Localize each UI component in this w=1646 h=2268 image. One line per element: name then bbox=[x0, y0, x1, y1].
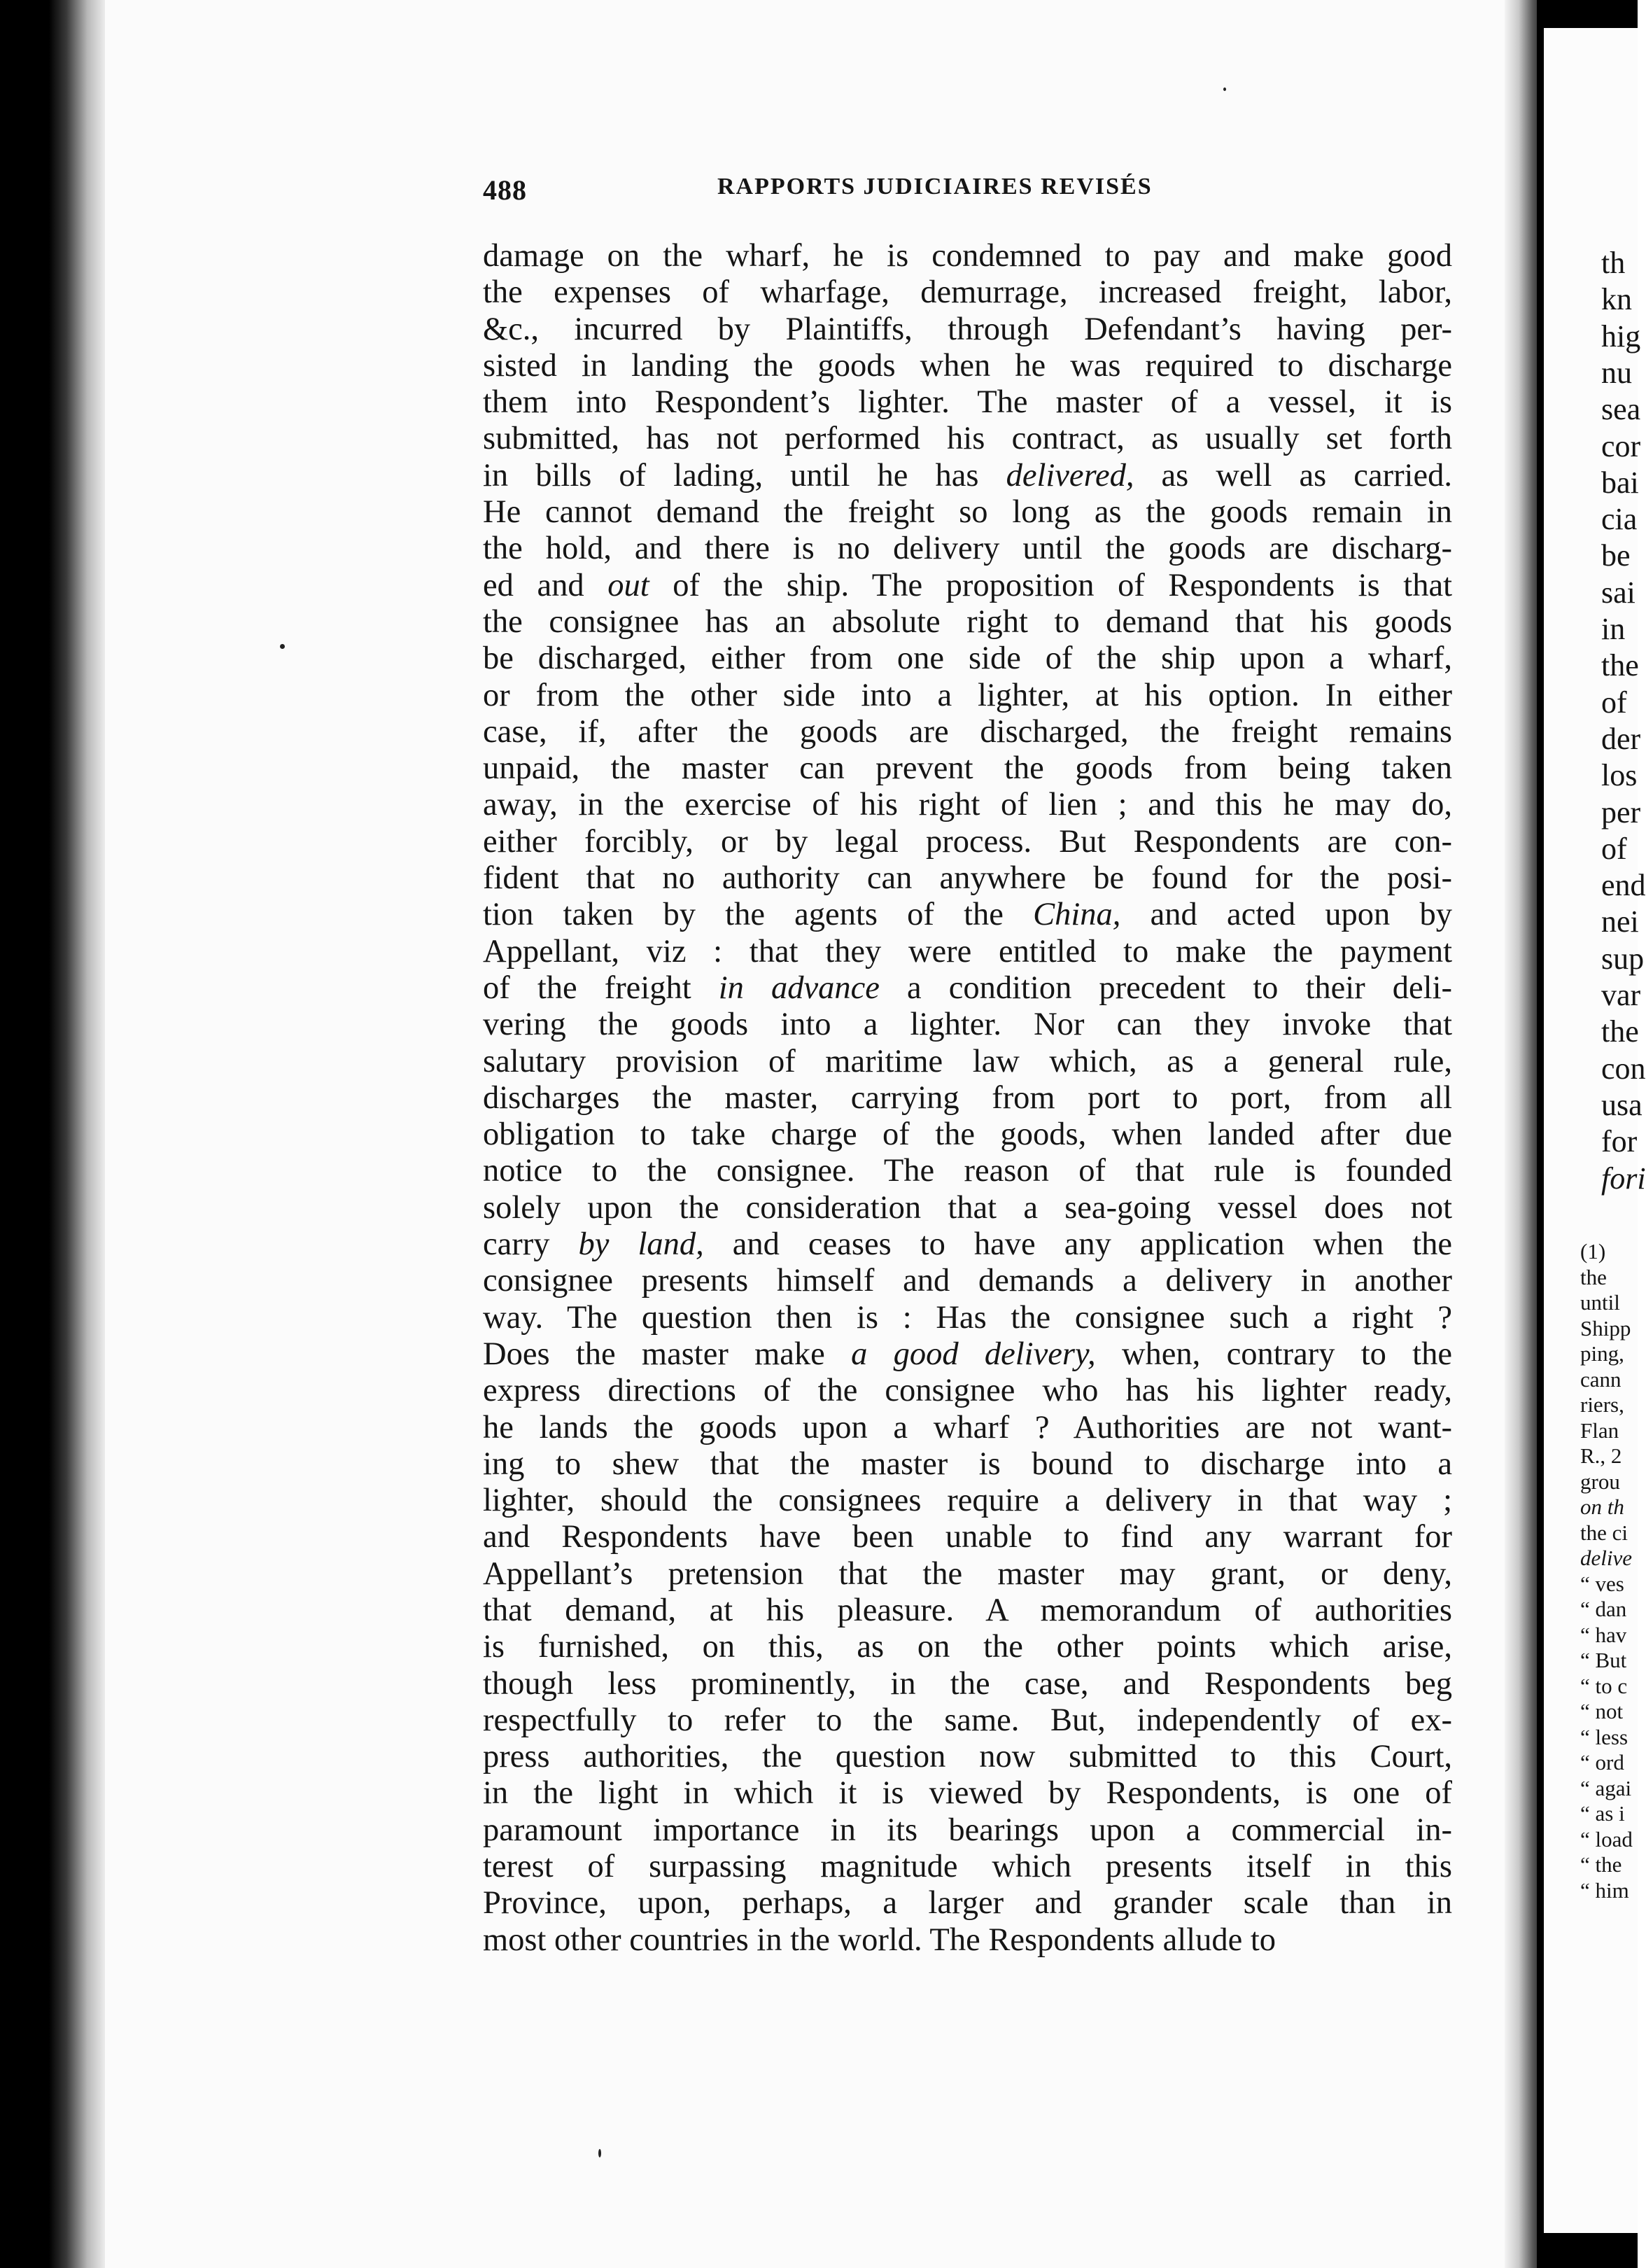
text-line bbox=[483, 494, 1452, 531]
adjacent-page-line: hig bbox=[1601, 318, 1641, 354]
adjacent-page-line: end bbox=[1601, 868, 1646, 903]
adjacent-page-line: cia bbox=[1601, 502, 1638, 537]
adjacent-page-line: of bbox=[1601, 685, 1627, 720]
text-segment: fident that no authority can anywhere be found for the posi- bbox=[483, 860, 1452, 897]
adjacent-page-line: bai bbox=[1601, 465, 1639, 500]
text-line bbox=[483, 1775, 1452, 1812]
text-line bbox=[483, 238, 1452, 274]
text-segment: be discharged, either from one side of the ship upon a wharf, bbox=[483, 640, 1452, 677]
text-segment: the expenses of wharfage, demurrage, increased freight, labor, bbox=[483, 274, 1452, 311]
text-line bbox=[483, 1556, 1452, 1592]
adjacent-page-line: sup bbox=[1601, 941, 1645, 976]
text-segment: carry bbox=[483, 1226, 579, 1263]
adjacent-page-line: los bbox=[1601, 758, 1638, 793]
text-segment: of the freight bbox=[483, 969, 719, 1006]
text-segment: a condition precedent to their deli- bbox=[879, 969, 1452, 1006]
adjacent-page-footnote-line: “ hav bbox=[1580, 1622, 1627, 1647]
text-line bbox=[483, 1739, 1452, 1775]
text-line bbox=[483, 1226, 1452, 1263]
text-segment: damage on the wharf, he is condemned to pay and make good bbox=[483, 238, 1452, 274]
text-line bbox=[483, 1007, 1452, 1043]
text-segment: notice to the consignee. The reason of that rule is founded bbox=[483, 1153, 1452, 1189]
text-line bbox=[483, 1922, 1452, 1959]
text-line bbox=[483, 1629, 1452, 1665]
adjacent-page-line: cor bbox=[1601, 428, 1641, 463]
text-line bbox=[483, 1153, 1452, 1189]
text-segment: lighter, should the consignees require a delivery in that way ; bbox=[483, 1483, 1452, 1519]
adjacent-page-line: con bbox=[1601, 1051, 1646, 1086]
italic-text: in advance bbox=[718, 969, 880, 1006]
text-line bbox=[483, 531, 1452, 567]
text-line bbox=[483, 1702, 1452, 1739]
italic-text: China, bbox=[1033, 897, 1121, 933]
text-line bbox=[483, 312, 1452, 348]
text-segment: and Respondents have been unable to find any warrant for bbox=[483, 1519, 1452, 1555]
text-segment: obligation to take charge of the goods, when landed after due bbox=[483, 1116, 1452, 1153]
adjacent-page-line: be bbox=[1601, 538, 1631, 573]
adjacent-page-line: in bbox=[1601, 612, 1626, 646]
text-line bbox=[483, 604, 1452, 640]
text-segment: he lands the goods upon a wharf ? Authorities are not want- bbox=[483, 1409, 1452, 1446]
speck bbox=[1223, 88, 1226, 91]
text-segment: way. The question then is : Has the consignee such a right ? bbox=[483, 1299, 1452, 1336]
italic-text: out bbox=[607, 567, 649, 603]
text-segment: or from the other side into a lighter, at his option. In either bbox=[483, 677, 1452, 713]
text-segment: though less prominently, in the case, and Respondents beg bbox=[483, 1665, 1452, 1702]
adjacent-page-footnote-line: grou bbox=[1580, 1469, 1620, 1494]
adjacent-page-line: of bbox=[1601, 831, 1627, 866]
text-segment: terest of surpassing magnitude which presents itself in this bbox=[483, 1849, 1452, 1885]
text-line bbox=[483, 458, 1452, 494]
text-line bbox=[483, 714, 1452, 750]
text-line bbox=[483, 1263, 1452, 1299]
text-segment: them into Respondent’s lighter. The master of a vessel, it is bbox=[483, 384, 1452, 421]
text-segment: as well as carried. bbox=[1134, 457, 1452, 493]
adjacent-page-footnote-line: “ agai bbox=[1580, 1775, 1632, 1800]
text-segment: is furnished, on this, as on the other points which arise, bbox=[483, 1629, 1452, 1665]
text-segment: Province, upon, perhaps, a larger and grander scale than in bbox=[483, 1885, 1452, 1921]
text-segment: and acted upon by bbox=[1120, 897, 1452, 933]
adjacent-page-line: kn bbox=[1601, 282, 1632, 317]
adjacent-page-line: the bbox=[1601, 1014, 1639, 1049]
text-line bbox=[483, 1812, 1452, 1849]
text-line bbox=[483, 1300, 1452, 1336]
body-text bbox=[483, 238, 1452, 1959]
text-segment: paramount importance in its bearings upon a commercial in- bbox=[483, 1812, 1452, 1848]
text-line bbox=[483, 934, 1452, 970]
text-line bbox=[483, 824, 1452, 860]
text-segment: of the ship. The proposition of Respondents is that bbox=[649, 567, 1452, 603]
text-line bbox=[483, 1410, 1452, 1446]
adjacent-page-footnote-line: riers, bbox=[1580, 1392, 1624, 1417]
adjacent-page-footnote-line: “ as i bbox=[1580, 1801, 1625, 1826]
adjacent-page-fragment bbox=[1544, 28, 1646, 2233]
text-segment: that demand, at his pleasure. A memorandum of authorities bbox=[483, 1592, 1452, 1628]
running-title: RAPPORTS JUDICIAIRES REVISÉS bbox=[717, 174, 1153, 200]
text-segment: express directions of the consignee who has his lighter ready, bbox=[483, 1373, 1452, 1409]
text-segment: unpaid, the master can prevent the goods from being taken bbox=[483, 750, 1452, 787]
text-segment: respectfully to refer to the same. But, independently of ex- bbox=[483, 1702, 1452, 1738]
text-line bbox=[483, 678, 1452, 714]
italic-text: delivered, bbox=[1006, 457, 1134, 493]
text-segment: submitted, has not performed his contract, as usually set forth bbox=[483, 421, 1452, 457]
text-line bbox=[483, 1446, 1452, 1483]
adjacent-page-footnote-line: “ ord bbox=[1580, 1750, 1624, 1774]
text-segment: away, in the exercise of his right of lien ; and this he may do, bbox=[483, 787, 1452, 823]
adjacent-page-footnote-line: “ not bbox=[1580, 1699, 1624, 1723]
adjacent-page-footnote-line: ping, bbox=[1580, 1341, 1624, 1366]
text-line bbox=[483, 568, 1452, 604]
adjacent-page-line: th bbox=[1601, 246, 1626, 280]
text-line bbox=[483, 1080, 1452, 1116]
adjacent-page-line: fori bbox=[1601, 1161, 1646, 1196]
adjacent-page-line: nei bbox=[1601, 904, 1639, 939]
text-segment: Does the master make bbox=[483, 1336, 852, 1372]
adjacent-page-line: for bbox=[1601, 1124, 1638, 1159]
text-line bbox=[483, 348, 1452, 384]
adjacent-page-footnote-line: cann bbox=[1580, 1366, 1622, 1392]
text-segment: press authorities, the question now submitted to this Court, bbox=[483, 1739, 1452, 1775]
text-segment: &c., incurred by Plaintiffs, through Defendant’s having per- bbox=[483, 311, 1452, 347]
text-line bbox=[483, 1519, 1452, 1555]
text-segment: either forcibly, or by legal process. But Respondents are con- bbox=[483, 823, 1452, 860]
scan-border-left bbox=[0, 0, 105, 2268]
adjacent-page-footnote-line: until bbox=[1580, 1290, 1620, 1315]
text-line bbox=[483, 1336, 1452, 1373]
adjacent-page-footnote-line: the ci bbox=[1580, 1520, 1628, 1545]
adjacent-page-footnote-line: Flan bbox=[1580, 1418, 1619, 1443]
text-segment: consignee presents himself and demands a delivery in another bbox=[483, 1263, 1452, 1299]
text-segment: discharges the master, carrying from port to port, from all bbox=[483, 1079, 1452, 1116]
text-segment: the hold, and there is no delivery until the goods are discharg- bbox=[483, 531, 1452, 567]
text-line bbox=[483, 750, 1452, 787]
adjacent-page-footnote-line: “ less bbox=[1580, 1724, 1629, 1749]
text-segment: ing to shew that the master is bound to discharge into a bbox=[483, 1446, 1452, 1482]
text-segment: tion taken by the agents of the bbox=[483, 897, 1034, 933]
text-line bbox=[483, 897, 1452, 933]
text-line bbox=[483, 274, 1452, 311]
text-line bbox=[483, 1483, 1452, 1519]
text-segment: the consignee has an absolute right to demand that his goods bbox=[483, 603, 1452, 640]
text-segment: and ceases to have any application when the bbox=[703, 1226, 1453, 1263]
text-segment: most other countries in the world. The Respondents allude to bbox=[483, 1921, 1276, 1958]
adjacent-page-line: der bbox=[1601, 721, 1641, 756]
text-segment: case, if, after the goods are discharged, the freight remains bbox=[483, 713, 1452, 750]
adjacent-page-line: the bbox=[1601, 648, 1639, 683]
adjacent-page-line: sai bbox=[1601, 575, 1636, 610]
adjacent-page-footnote-line: “ ves bbox=[1580, 1571, 1624, 1596]
text-line bbox=[483, 860, 1452, 897]
text-line bbox=[483, 1849, 1452, 1885]
text-segment: Appellant’s pretension that the master may grant, or deny, bbox=[483, 1555, 1452, 1592]
adjacent-page-footnote-line: “ the bbox=[1580, 1852, 1622, 1877]
text-line bbox=[483, 787, 1452, 823]
text-segment: in bills of lading, until he has bbox=[483, 457, 1006, 493]
text-segment: in the light in which it is viewed by Respondents, is one of bbox=[483, 1775, 1452, 1812]
adjacent-page-footnote-line: “ to c bbox=[1580, 1673, 1628, 1698]
adjacent-page-line: var bbox=[1601, 978, 1641, 1012]
italic-text: by land, bbox=[578, 1226, 704, 1263]
italic-text: a good delivery, bbox=[851, 1336, 1096, 1372]
text-line bbox=[483, 1044, 1452, 1080]
adjacent-page-footnote-line: “ him bbox=[1580, 1877, 1629, 1903]
text-line bbox=[483, 970, 1452, 1007]
adjacent-page-footnote-line: R., 2 bbox=[1580, 1443, 1622, 1468]
adjacent-page-footnote-line: “ But bbox=[1580, 1648, 1627, 1672]
adjacent-page-footnote-line: (1) bbox=[1580, 1239, 1606, 1264]
speck bbox=[598, 2149, 601, 2157]
text-segment: salutary provision of maritime law which, as a general rule, bbox=[483, 1043, 1452, 1079]
adjacent-page-footnote-line: Shipp bbox=[1580, 1315, 1631, 1340]
text-line bbox=[483, 421, 1452, 457]
text-segment: ed and bbox=[483, 567, 608, 603]
adjacent-page-footnote-line: “ dan bbox=[1580, 1597, 1627, 1621]
adjacent-page-footnote-line: “ load bbox=[1580, 1826, 1633, 1851]
adjacent-page-footnote-line: the bbox=[1580, 1264, 1607, 1289]
text-line bbox=[483, 1885, 1452, 1921]
speck bbox=[280, 644, 285, 649]
text-segment: vering the goods into a lighter. Nor can they invoke that bbox=[483, 1007, 1452, 1043]
text-line bbox=[483, 1190, 1452, 1226]
text-line bbox=[483, 1592, 1452, 1629]
page-number: 488 bbox=[483, 174, 527, 206]
text-line bbox=[483, 640, 1452, 677]
adjacent-page-line: per bbox=[1601, 794, 1641, 830]
text-segment: when, contrary to the bbox=[1095, 1336, 1452, 1372]
adjacent-page-footnote-line: delive bbox=[1580, 1546, 1633, 1570]
text-line bbox=[483, 1666, 1452, 1702]
text-line bbox=[483, 1373, 1452, 1409]
text-segment: solely upon the consideration that a sea-going vessel does not bbox=[483, 1189, 1452, 1226]
text-line bbox=[483, 384, 1452, 421]
adjacent-page-line: sea bbox=[1601, 392, 1641, 427]
adjacent-page-footnote-line: on th bbox=[1580, 1494, 1624, 1519]
text-segment: sisted in landing the goods when he was required to discharge bbox=[483, 347, 1452, 384]
adjacent-page-line: usa bbox=[1601, 1087, 1643, 1122]
adjacent-page-line: nu bbox=[1601, 355, 1632, 390]
text-segment: Appellant, viz : that they were entitled to make the payment bbox=[483, 933, 1452, 969]
text-segment: He cannot demand the freight so long as the goods remain in bbox=[483, 494, 1452, 531]
text-line bbox=[483, 1116, 1452, 1153]
